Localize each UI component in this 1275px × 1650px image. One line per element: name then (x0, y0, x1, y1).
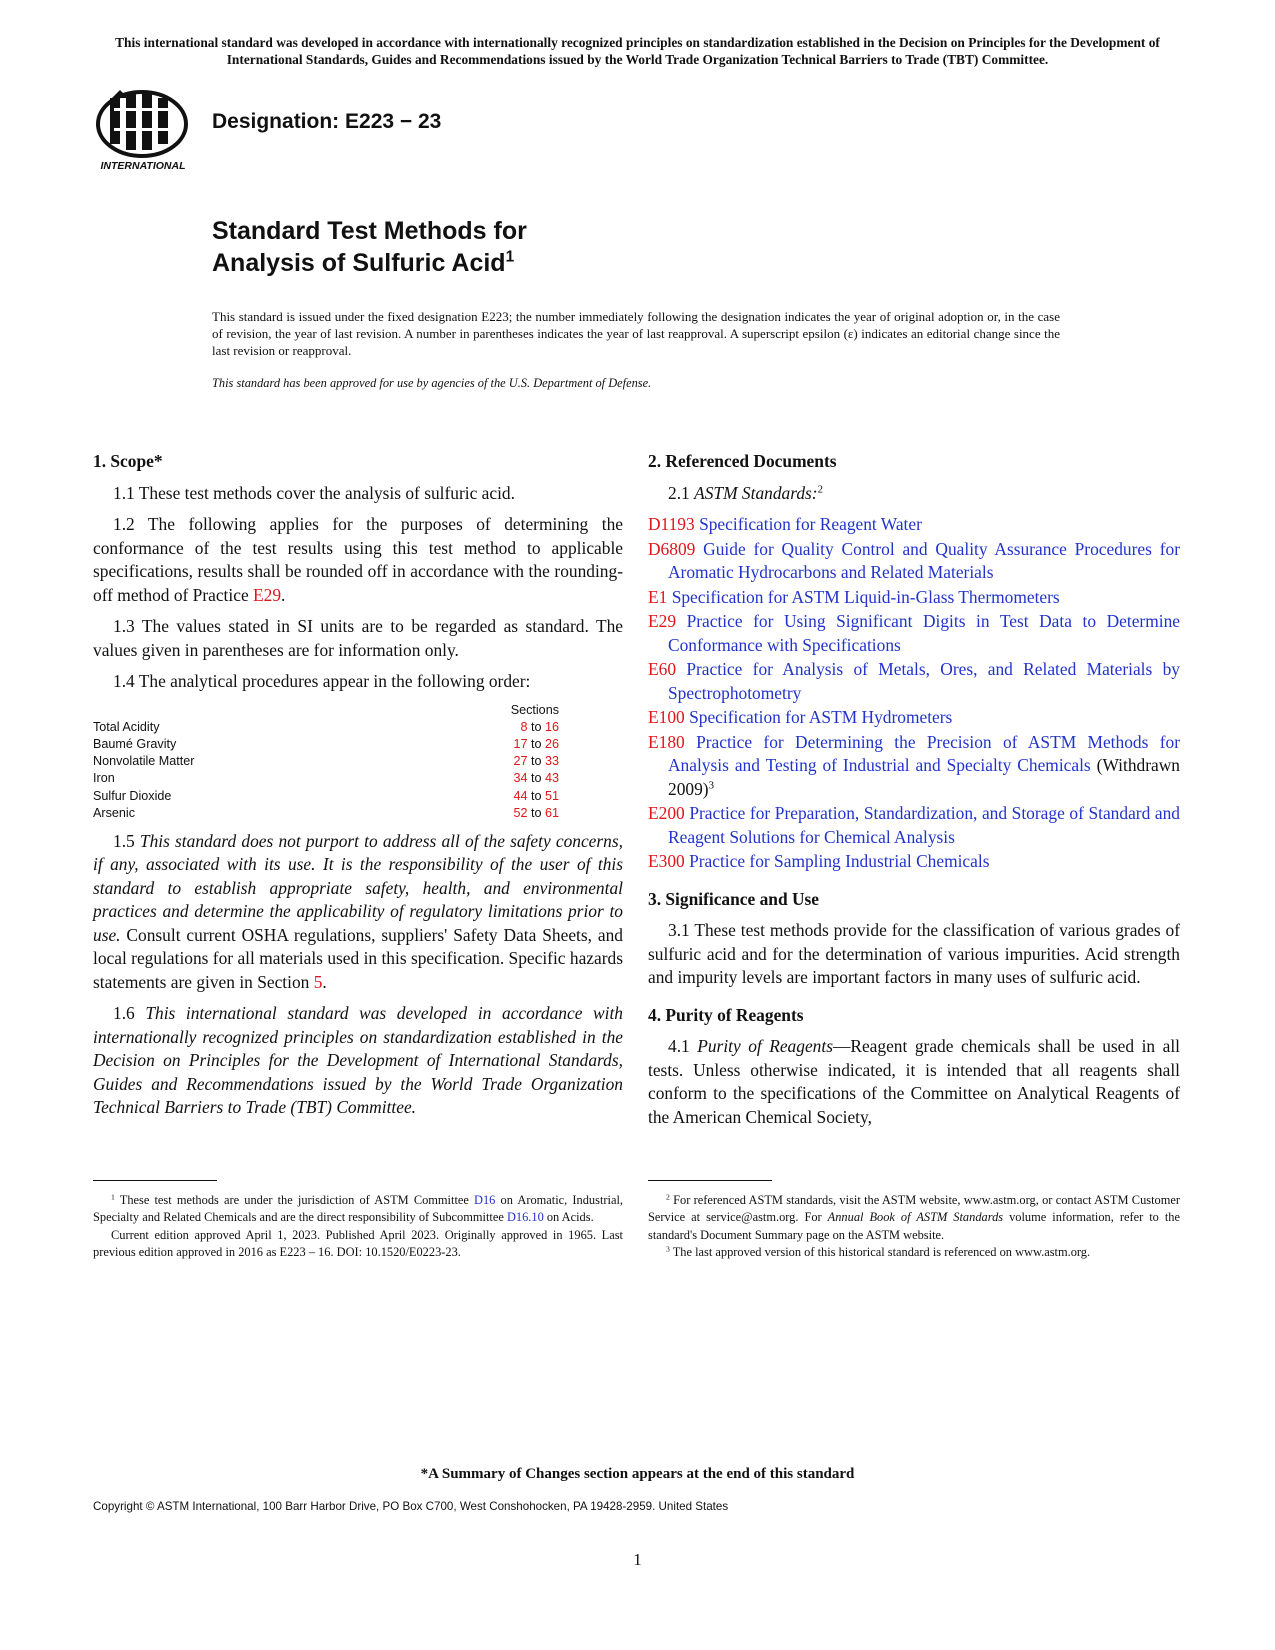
sections-table-row: Baumé Gravity 17 to 26 (93, 736, 559, 753)
title-line-2: Analysis of Sulfuric Acid (212, 249, 506, 277)
withdrawn-footnote-ref[interactable]: 3 (708, 779, 714, 792)
refs-footnote-ref[interactable]: 2 (817, 483, 823, 496)
reference-title-link[interactable]: Specification for ASTM Hydrometers (689, 707, 953, 727)
reference-title-link[interactable]: Specification for ASTM Liquid-in-Glass Thermometers (671, 586, 1060, 607)
footnote-1: $^1$ These test methods are under the jurisdiction of ASTM Committee D16 on Aromatic, Industrial, Specialty and Related Chemicals and are the direct responsibility of Subcommittee D16.10 on Acids. (93, 1192, 623, 1225)
reference-item-e29 (648, 610, 1180, 657)
reference-code-link[interactable]: E180 (648, 731, 685, 752)
procedure-name: Arsenic (93, 805, 135, 820)
reference-item-e60 (648, 658, 1180, 705)
scope-1-3: 1.3 The values stated in SI units are to be regarded as standard. The values given in parentheses are for information only. (93, 616, 623, 660)
reference-item-e100 (648, 706, 1180, 730)
scope-1-2: 1.2 The following applies for the purposes of determining the conformance of the test results using this test method to applicable specifications, results shall be rounded off in accordance with the rounding-off method of Practice E29. (93, 514, 623, 605)
sections-table-header: Sections (510, 702, 559, 717)
reference-title-link[interactable]: Practice for Determining the Precision of ASTM Methods for Analysis and Testing of Industrial and Specialty Chemicals (668, 731, 1180, 775)
purity-4-1: 4.1 Purity of Reagents—Reagent grade chemicals shall be used in all tests. Unless otherwise indicated, it is intended that all reagents shall conform to the specifications of the Committee on Analytical Reagents of the American Chemical Society, (648, 1036, 1180, 1127)
logo-subtitle: INTERNATIONAL (100, 160, 186, 172)
section-link[interactable]: 26 (544, 736, 559, 751)
footnote-2: $^2$ For referenced ASTM standards, visit the ASTM website, www.astm.org, or contact ASTM Customer Service at service@astm.org. For Annual Book of ASTM Standards volume information, refer to the standard's Document Summary page on the ASTM website. (648, 1192, 1180, 1242)
section-link[interactable]: 33 (544, 754, 559, 769)
section-link[interactable]: 8 (520, 719, 528, 734)
preamble: This standard is issued under the fixed designation E223; the number immediately following the designation indicates the year of original adoption or, in the case of revision, the year of last revision. A number in parentheses indicates the year of last reapproval. A superscript epsilon (ε) indicates an editorial change since the last revision or reapproval. (212, 309, 1060, 358)
reference-list (648, 513, 1180, 874)
title-footnote-ref[interactable]: 1 (505, 248, 515, 266)
reference-code-link[interactable]: E60 (648, 659, 677, 679)
sections-table-row: Total Acidity 8 to 16 (93, 719, 559, 736)
link-d16-10[interactable]: D16.10 (506, 1210, 544, 1225)
footnote-3: $^3$ The last approved version of this historical standard is referenced on www.astm.org. (666, 1244, 1091, 1260)
reference-code-link[interactable]: E200 (648, 803, 685, 823)
reference-title-link[interactable]: Practice for Using Significant Digits in Test Data to Determine Conformance with Specifications (668, 611, 1180, 655)
reference-code-link[interactable]: E300 (648, 851, 685, 871)
copyright: Copyright © ASTM International, 100 Barr Harbor Drive, PO Box C700, West Conshohocken, PA 19428-2959. United States (93, 1500, 729, 1513)
footnote-1-edition: Current edition approved April 1, 2023. Published April 2023. Originally approved in 1965. Last previous edition approved in 2016 as E223 – 16. DOI: 10.1520/E0223-23. (93, 1227, 623, 1260)
section-link[interactable]: 51 (544, 788, 559, 803)
link-e29[interactable]: E29 (253, 584, 282, 605)
footnotes-left (93, 1192, 623, 1262)
sections-table-row: Arsenic 52 to 61 (93, 805, 559, 822)
reference-item-e300 (648, 850, 1180, 874)
section-link[interactable]: 17 (513, 736, 528, 751)
sections-table-row: Nonvolatile Matter 27 to 33 (93, 753, 559, 770)
footnote-rule-left (93, 1180, 217, 1181)
significance-3-1: 3.1 These test methods provide for the classification of various grades of sulfuric acid and for the determination of various impurities. Acid strength and impurity levels are important factors in many uses of sulfuric acid. (648, 920, 1180, 987)
summary-of-changes-note: *A Summary of Changes section appears at the end of this standard (420, 1466, 855, 1482)
reference-item-d6809 (648, 538, 1180, 585)
reference-code-link[interactable]: D6809 (648, 538, 696, 559)
scope-1-4: 1.4 The analytical procedures appear in the following order: (113, 671, 531, 691)
procedure-name: Total Acidity (93, 719, 160, 734)
astm-logo (92, 88, 194, 174)
dod-approval-note: This standard has been approved for use by agencies of the U.S. Department of Defense. (212, 376, 652, 390)
scope-1-1: 1.1 These test methods cover the analysis of sulfuric acid. (113, 482, 515, 503)
section-link[interactable]: 44 (513, 788, 528, 803)
reference-item-e1 (648, 586, 1180, 610)
scope-1-5: 1.5 This standard does not purport to address all of the safety concerns, if any, associated with its use. It is the responsibility of the user of this standard to establish appropriate safety, health, and environmental practices and determine the applicability of regulatory limitations prior to use. Consult current OSHA regulations, suppliers' Safety Data Sheets, and local regulations for all materials used in this specification. Specific hazards statements are given in Section 5. (93, 830, 623, 992)
page-number: 1 (633, 1550, 642, 1569)
footnotes-right (648, 1192, 1180, 1262)
reference-title-link[interactable]: Practice for Analysis of Metals, Ores, and Related Materials by Spectrophotometry (668, 659, 1180, 703)
reference-code-link[interactable]: E29 (648, 611, 677, 631)
reference-code-link[interactable]: D1193 (648, 514, 695, 534)
procedure-name: Baumé Gravity (93, 736, 177, 751)
procedure-name: Sulfur Dioxide (93, 788, 172, 803)
significance-heading: 3. Significance and Use (648, 888, 820, 909)
reference-item-e180: E180 Practice for Determining the Precision of ASTM Methods for Analysis and Testing of Industrial and Specialty Chemicals (Withdrawn 2009)$^3$ (648, 731, 1180, 799)
section-link[interactable]: 61 (544, 805, 559, 820)
reference-title-link[interactable]: Practice for Preparation, Standardization, and Storage of Standard and Reagent Solutions for Chemical Analysis (668, 803, 1180, 847)
footnote-rule-right (648, 1180, 772, 1181)
link-d16[interactable]: D16 (474, 1193, 496, 1207)
reference-item-e200 (648, 802, 1180, 849)
reference-title-link[interactable]: Specification for Reagent Water (699, 514, 922, 534)
purity-heading: 4. Purity of Reagents (648, 1004, 804, 1025)
reference-item-d1193 (648, 513, 1180, 537)
right-column (648, 450, 1180, 1137)
section-link[interactable]: 52 (513, 805, 528, 820)
section-link[interactable]: 27 (513, 754, 528, 769)
reference-code-link[interactable]: E100 (648, 707, 685, 727)
scope-1-6: 1.6 This international standard was developed in accordance with internationally recognized principles on standardization established in the Decision on Principles for the Development of International Standards, Guides and Recommendations issued by the World Trade Organization Technical Barriers to Trade (TBT) Committee. (93, 1003, 623, 1118)
refs-intro: 2.1 ASTM Standards:$^2$ (668, 482, 823, 503)
scope-heading: 1. Scope* (93, 451, 163, 471)
top-notice: This international standard was developed in accordance with internationally recognized principles on standardization established in the Decision on Principles for the Development of International Standards, Guides and Recommendations issued by the World Trade Organization Technical Barriers to Trade (TBT) Committee. (115, 35, 1160, 67)
section-link[interactable]: 16 (544, 719, 559, 734)
sections-table (93, 702, 559, 822)
section-link[interactable]: 34 (513, 771, 528, 786)
reference-code-link[interactable]: E1 (648, 586, 668, 607)
sections-table-row: Sulfur Dioxide 44 to 51 (93, 788, 559, 805)
referenced-documents-heading: 2. Referenced Documents (648, 451, 837, 471)
left-column (93, 450, 623, 1128)
sections-table-row: Iron 34 to 43 (93, 770, 559, 787)
designation: Designation: E223 − 23 (212, 110, 442, 133)
reference-title-link[interactable]: Guide for Quality Control and Quality Assurance Procedures for Aromatic Hydrocarbons and Related Materials (668, 538, 1180, 582)
reference-title-link[interactable]: Practice for Sampling Industrial Chemicals (689, 851, 990, 871)
procedure-name: Nonvolatile Matter (93, 754, 195, 769)
procedure-name: Iron (93, 771, 115, 786)
link-section-5[interactable]: 5 (313, 971, 323, 992)
section-link[interactable]: 43 (544, 771, 559, 786)
document-title (212, 215, 527, 279)
title-line-1: Standard Test Methods for (212, 217, 527, 245)
